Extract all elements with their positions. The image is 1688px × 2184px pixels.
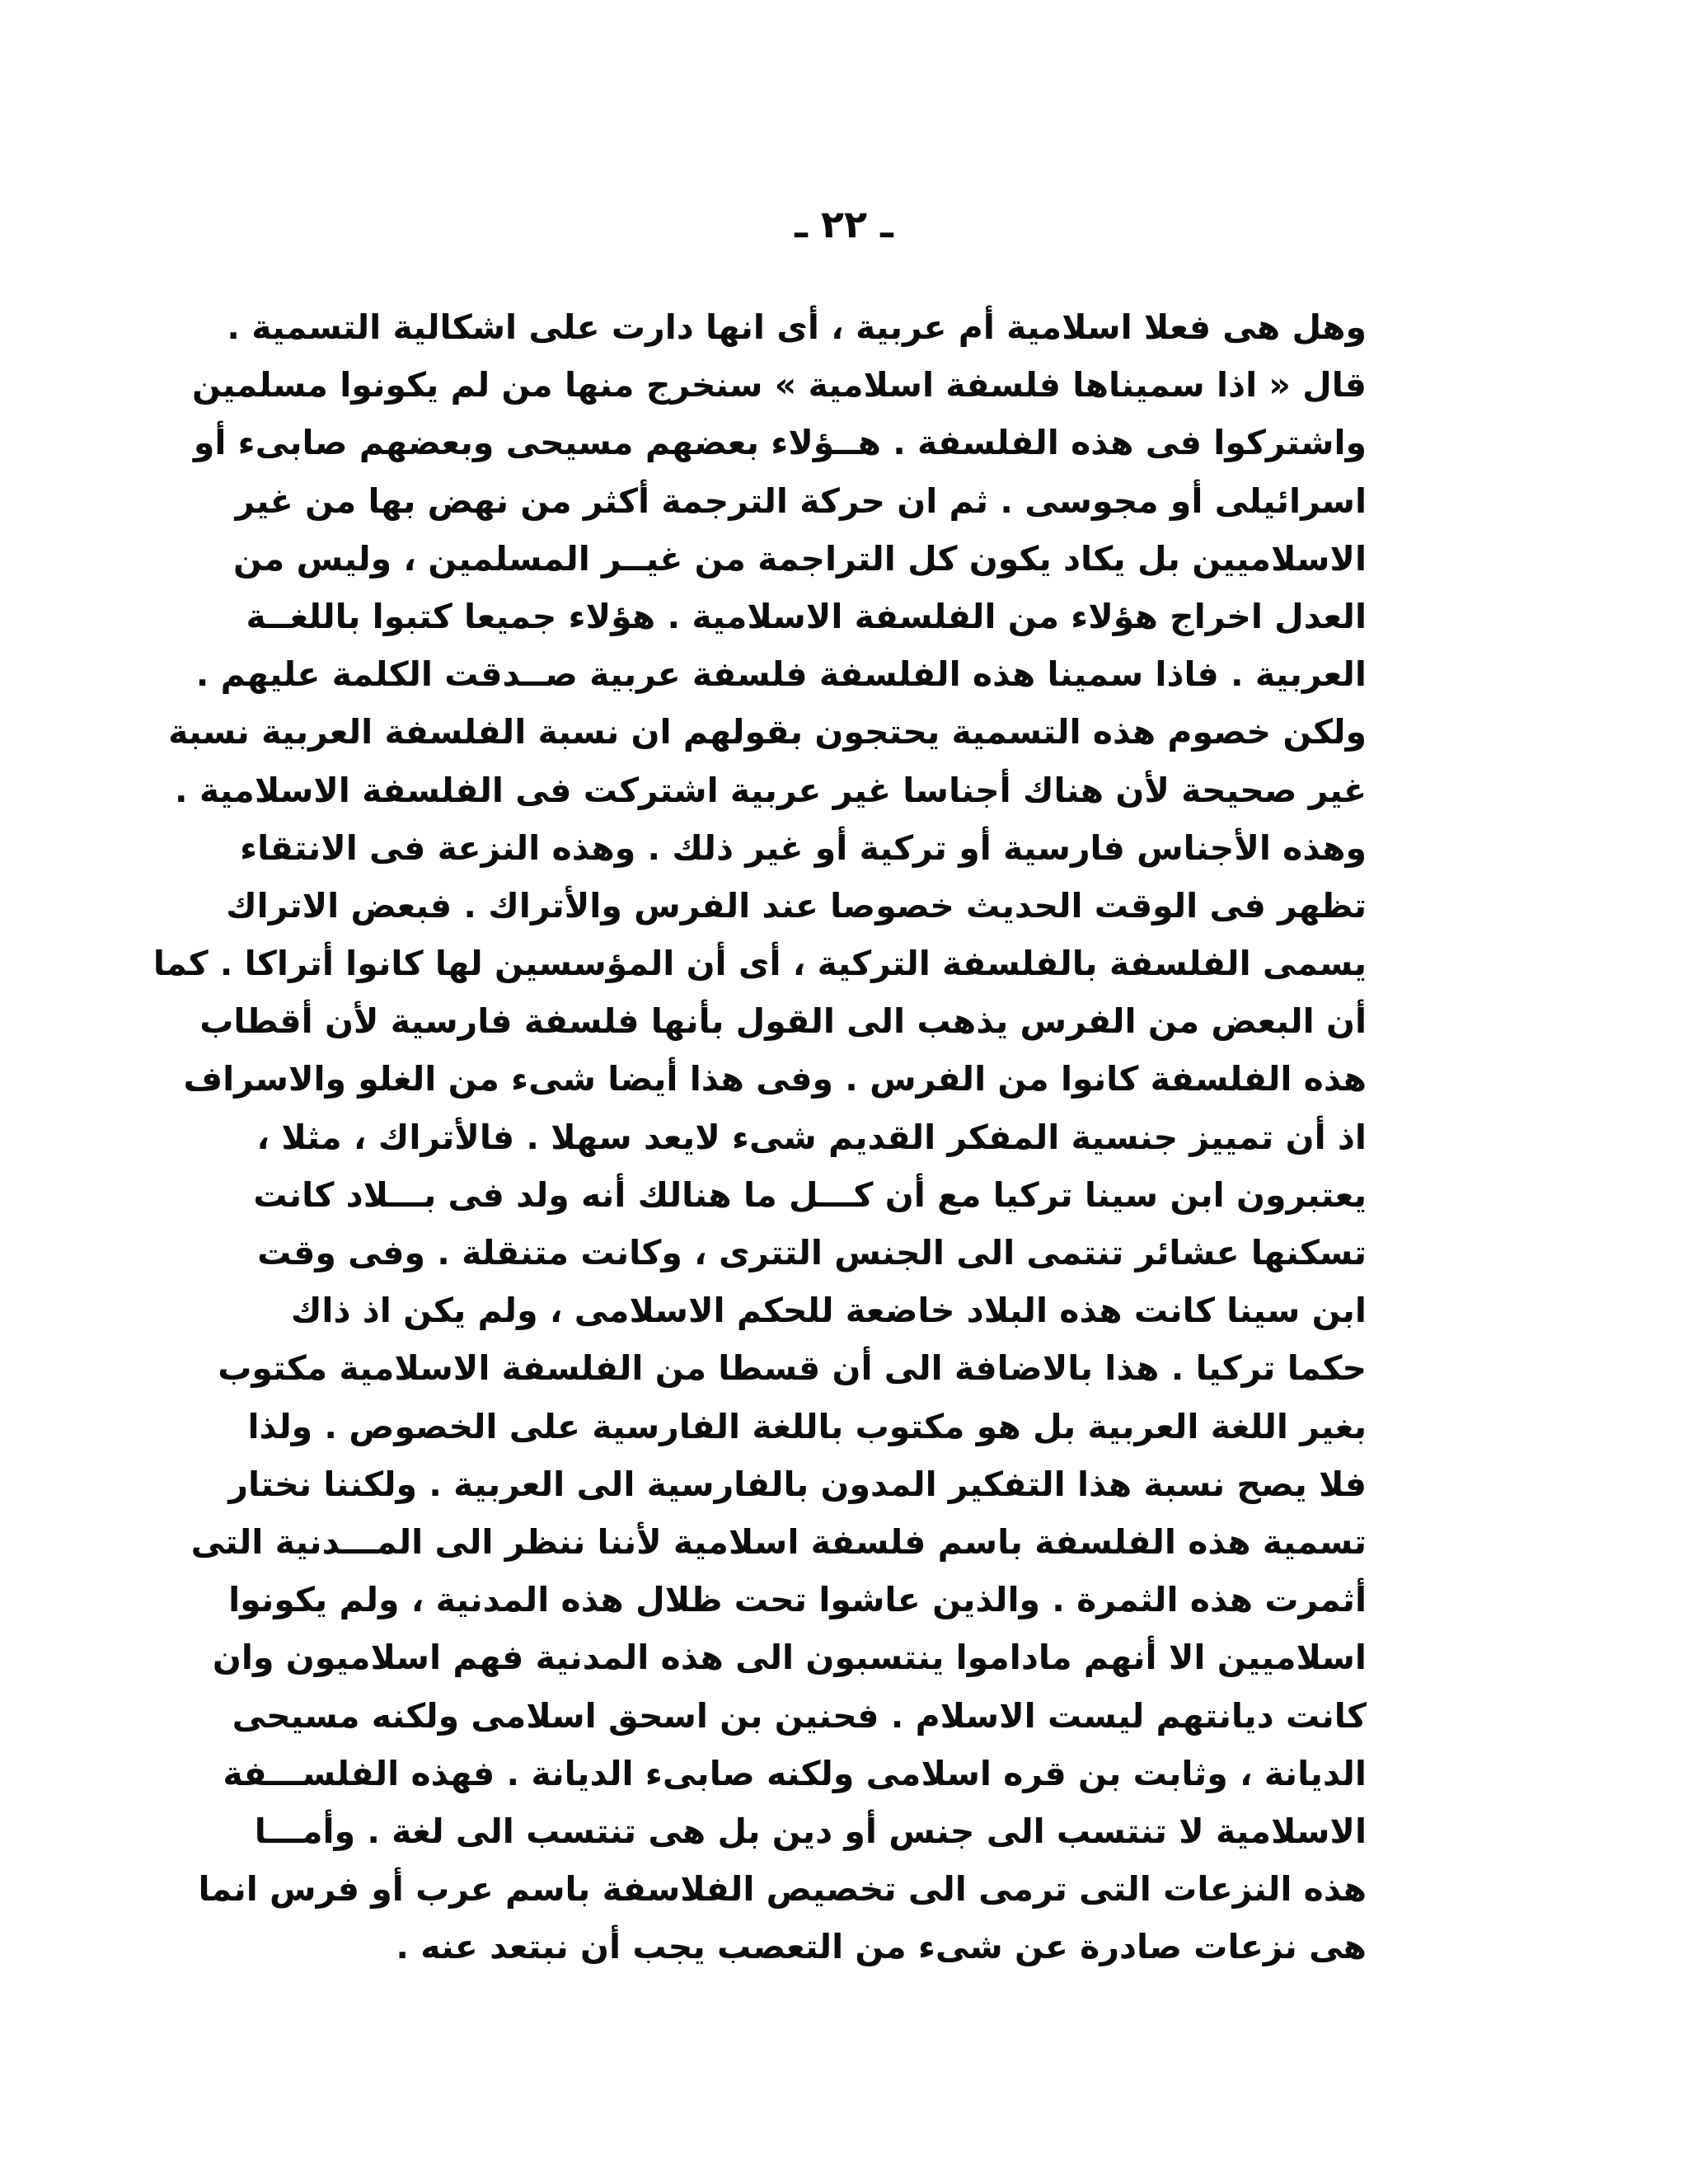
text-line: هذه الفلسفة كانوا من الفرس . وفى هذا أيضا شىء من الغلو والاسراف <box>183 1059 1367 1099</box>
text-line: كانت ديانتهم ليست الاسلام . فحنين بن اسحق اسلامى ولكنه مسيحى <box>232 1695 1367 1736</box>
page-number: ـ ٢٢ ـ <box>795 202 893 246</box>
text-line: وهذه الأجناس فارسية أو تركية أو غير ذلك . وهذه النزعة فى الانتقاء <box>240 827 1367 868</box>
text-line: واشتركوا فى هذه الفلسفة . هــؤلاء بعضهم مسيحى وبعضهم صابىء أو <box>193 423 1367 463</box>
text-line: العدل اخراج هؤلاء من الفلسفة الاسلامية . هؤلاء جميعا كتبوا باللغــة <box>246 596 1367 636</box>
text-line: الديانة ، وثابت بن قره اسلامى ولكنه صابىء الديانة . فهذه الفلســـفة <box>223 1753 1367 1793</box>
text-line: فلا يصح نسبة هذا التفكير المدون بالفارسية الى العربية . ولكننا نختار <box>228 1464 1367 1504</box>
text-line: تظهر فى الوقت الحديث خصوصا عند الفرس والأتراك . فبعض الاتراك <box>226 885 1367 926</box>
text-line: تسكنها عشائر تنتمى الى الجنس التترى ، وكانت متنقلة . وفى وقت <box>257 1233 1367 1272</box>
text-line: يعتبرون ابن سينا تركيا مع أن كـــل ما هنالك أنه ولد فى بـــلاد كانت <box>253 1174 1367 1215</box>
text-line: اسرائيلى أو مجوسى . ثم ان حركة الترجمة أكثر من نهض بها من غير <box>235 480 1367 521</box>
text-line: العربية . فاذا سمينا هذه الفلسفة فلسفة عربية صــدقت الكلمة عليهم . <box>195 654 1367 695</box>
text-line: ولكن خصوم هذه التسمية يحتجون بقولهم ان نسبة الفلسفة العربية نسبة <box>168 712 1367 752</box>
body-text <box>152 298 1367 1975</box>
text-line: بغير اللغة العربية بل هو مكتوب باللغة الفارسية على الخصوص . ولذا <box>247 1406 1367 1446</box>
text-line: هى نزعات صادرة عن شىء من التعصب يجب أن نبتعد عنه . <box>396 1927 1367 1967</box>
text-line: الاسلامية لا تنتسب الى جنس أو دين بل هى تنتسب الى لغة . وأمـــا <box>254 1811 1367 1851</box>
text-line: هذه النزعات التى ترمى الى تخصيص الفلاسفة باسم عرب أو فرس انما <box>198 1869 1367 1910</box>
text-line: ابن سينا كانت هذه البلاد خاضعة للحكم الاسلامى ، ولم يكن اذ ذاك <box>290 1291 1367 1331</box>
text-line: يسمى الفلسفة بالفلسفة التركية ، أى أن المؤسسين لها كانوا أتراكا . كما <box>152 944 1367 984</box>
text-line: غير صحيحة لأن هناك أجناسا غير عربية اشتركت فى الفلسفة الاسلامية . <box>174 770 1367 810</box>
text-line: حكما تركيا . هذا بالاضافة الى أن قسطا من الفلسفة الاسلامية مكتوب <box>218 1348 1367 1389</box>
text-line: اذ أن تمييز جنسية المفكر القديم شىء لايعد سهلا . فالأتراك ، مثلا ، <box>256 1117 1367 1157</box>
text-line: تسمية هذه الفلسفة باسم فلسفة اسلامية لأننا ننظر الى المـــدنية التى <box>190 1521 1367 1562</box>
text-line: أثمرت هذه الثمرة . والذين عاشوا تحت ظلال هذه المدنية ، ولم يكونوا <box>228 1580 1367 1620</box>
text-line: الاسلاميين بل يكاد يكون كل التراجمة من غيــر المسلمين ، وليس من <box>233 538 1367 579</box>
text-line: وهل هى فعلا اسلامية أم عربية ، أى انها دارت على اشكالية التسمية . <box>227 307 1367 347</box>
text-line: قال « اذا سميناها فلسفة اسلامية » سنخرج منها من لم يكونوا مسلمين <box>191 365 1367 405</box>
text-line: اسلاميين الا أنهم ماداموا ينتسبون الى هذه المدنية فهم اسلاميون وان <box>212 1638 1367 1678</box>
text-line: أن البعض من الفرس يذهب الى القول بأنها فلسفة فارسية لأن أقطاب <box>199 1001 1367 1042</box>
